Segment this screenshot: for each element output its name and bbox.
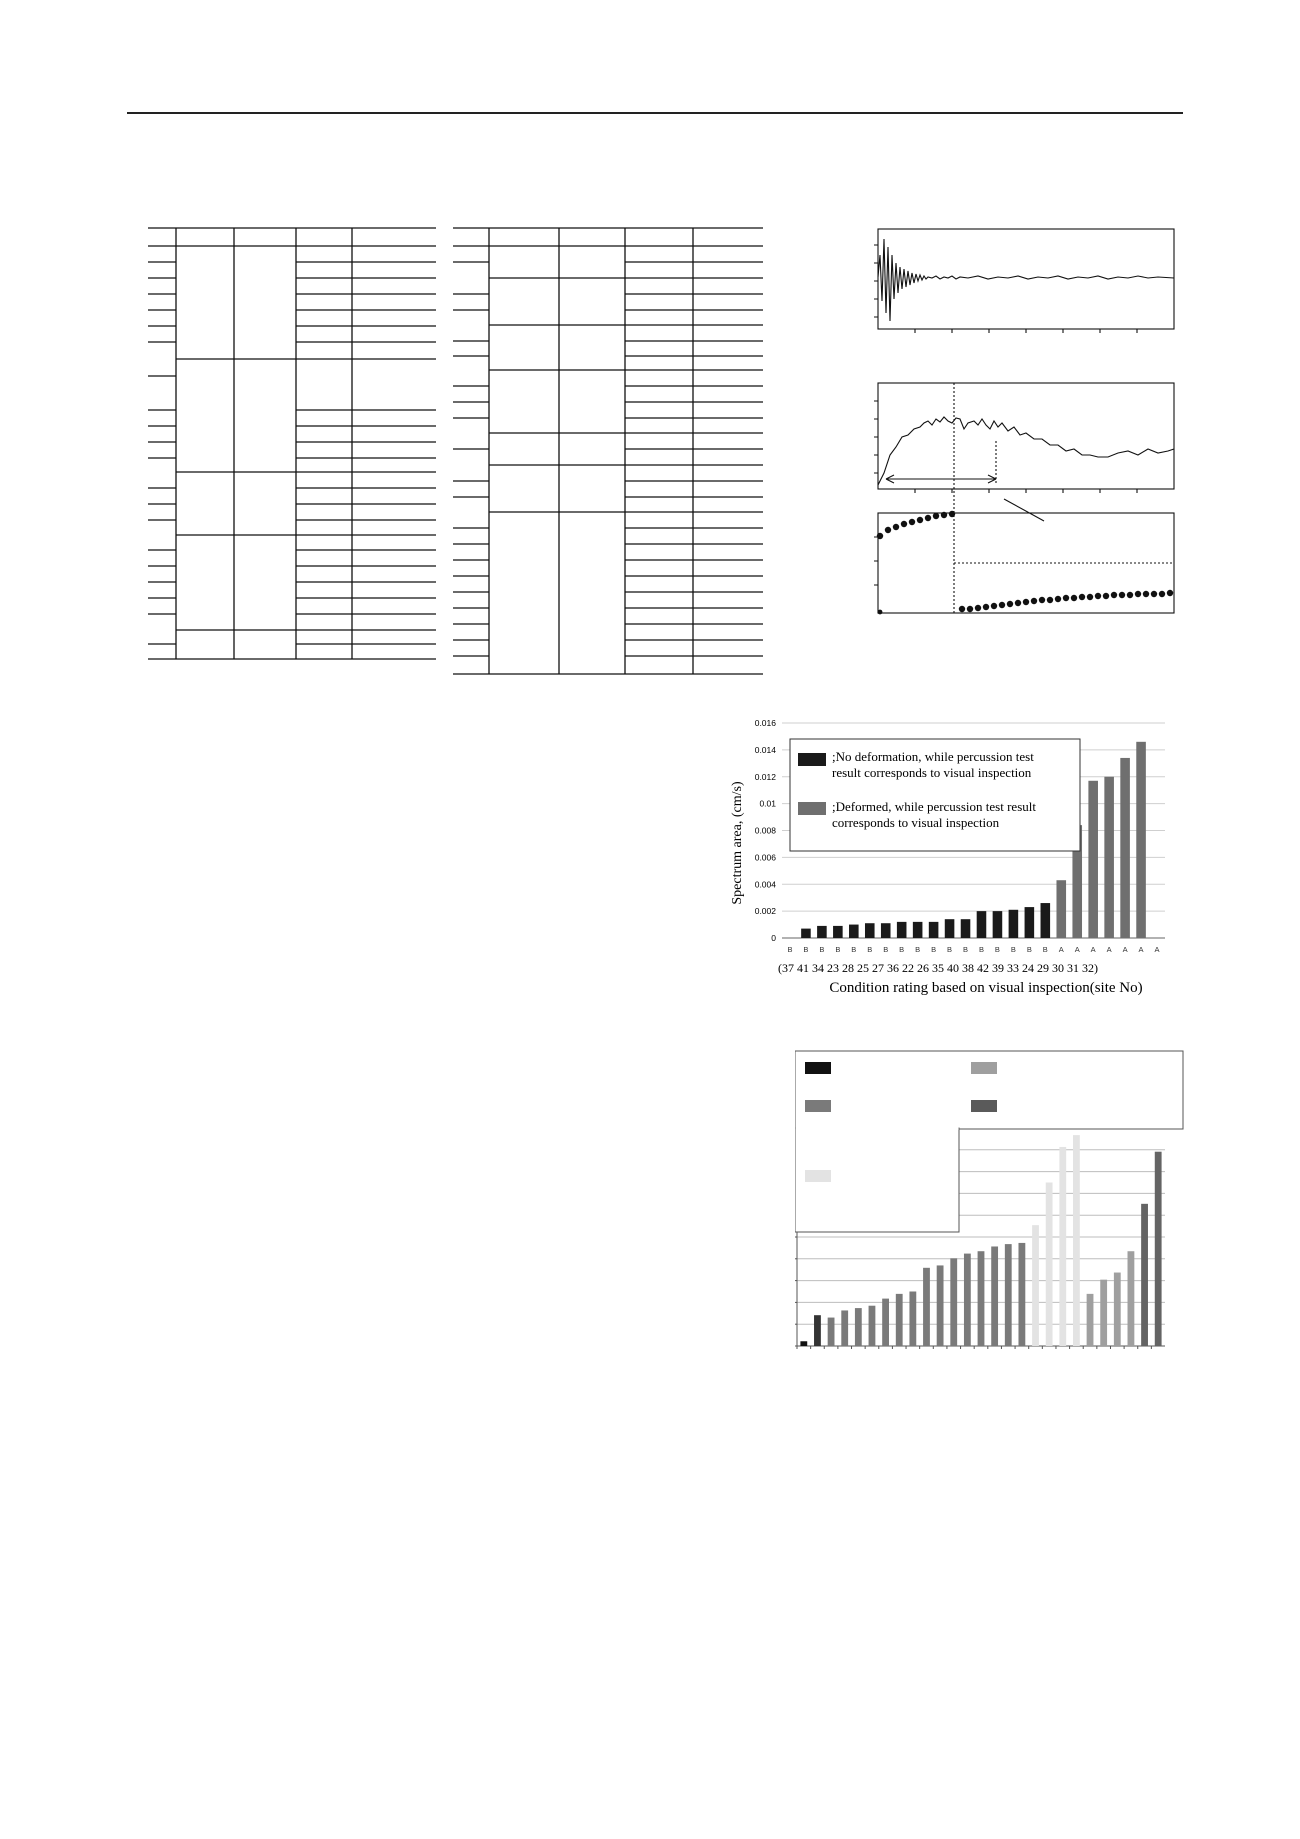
x-tick-label: B [931, 945, 937, 954]
x-tick-label: B [851, 945, 857, 954]
bar [993, 911, 1003, 938]
bar [1120, 758, 1130, 938]
x-tick-label: B [787, 945, 793, 954]
bar [909, 1292, 916, 1347]
x-tick-label: A [1122, 945, 1128, 954]
header-rule [127, 112, 1183, 114]
x-site-labels: (37 41 34 23 28 25 27 36 22 26 35 40 38 42 39 33 24 29 30 31 32) [778, 961, 1098, 975]
bar [950, 1258, 957, 1346]
bar [964, 1254, 971, 1346]
bar [800, 1341, 807, 1346]
y-tick-label: 0 [771, 933, 776, 943]
bar [1114, 1273, 1121, 1346]
y-tick-label: 0.008 [754, 825, 776, 836]
bar [814, 1315, 821, 1346]
legend-swatch-3 [805, 1170, 831, 1182]
bar [1155, 1152, 1162, 1346]
x-tick-label: B [1042, 945, 1048, 954]
spectrum-trace [878, 417, 1174, 485]
bar [1104, 777, 1114, 938]
bar [1056, 880, 1066, 938]
bar [945, 919, 955, 938]
bar [801, 929, 811, 938]
bar [1128, 1251, 1135, 1346]
x-tick-label: A [1138, 945, 1144, 954]
bar [1005, 1244, 1012, 1346]
bar [833, 926, 843, 938]
y-tick-label: 0.004 [754, 879, 776, 890]
x-tick-label: B [883, 945, 889, 954]
x-tick-label: A [1090, 945, 1096, 954]
bar [1046, 1183, 1053, 1347]
x-tick-label: A [1154, 945, 1160, 954]
x-tick-label: B [867, 945, 873, 954]
bar [1100, 1280, 1107, 1346]
bar [1025, 907, 1035, 938]
x-tick-label: B [1010, 945, 1016, 954]
bar [849, 925, 859, 938]
x-axis-label: Condition rating based on visual inspection(site No) [829, 980, 1143, 996]
bar [896, 1294, 903, 1346]
bar [1041, 903, 1051, 938]
y-tick-label: 0.006 [754, 852, 776, 863]
bar [1088, 781, 1098, 938]
x-tick-label: A [1074, 945, 1080, 954]
bar [817, 926, 827, 938]
legend-swatch-5 [971, 1100, 997, 1112]
bar [869, 1306, 876, 1346]
legend-label-no-deformation: ;No deformation, while percussion test result corresponds to visual inspection [832, 749, 1034, 780]
bar [923, 1268, 930, 1346]
bar [882, 1299, 889, 1346]
bar [1136, 742, 1146, 938]
bar [913, 922, 923, 938]
legend-swatch-4 [971, 1062, 997, 1074]
x-tick-label: B [803, 945, 809, 954]
x-tick-label: B [915, 945, 921, 954]
x-tick-label: A [1058, 945, 1064, 954]
spectrum-area-chart [720, 715, 1170, 1005]
bar [961, 919, 971, 938]
bar [929, 922, 939, 938]
x-tick-label: B [947, 945, 953, 954]
bar [1059, 1147, 1066, 1346]
rating-bar-chart [795, 1050, 1185, 1358]
x-tick-label: B [963, 945, 969, 954]
x-tick-label: B [994, 945, 1000, 954]
bar [865, 923, 875, 938]
legend-swatch-deformed [798, 802, 826, 815]
x-tick-label: B [819, 945, 825, 954]
x-tick-label: B [978, 945, 984, 954]
legend-swatch-2 [805, 1100, 831, 1112]
y-tick-label: 0.014 [754, 744, 776, 755]
x-tick-label: B [835, 945, 841, 954]
waveform-figure [868, 225, 1180, 615]
spectrum-panel [878, 383, 1174, 489]
x-tick-label: B [899, 945, 905, 954]
y-tick-label: 0.01 [759, 798, 776, 809]
bar [977, 911, 987, 938]
x-tick-label: B [1026, 945, 1032, 954]
bar [1018, 1243, 1025, 1346]
bar [881, 923, 891, 938]
bar [828, 1318, 835, 1346]
waveform-trace [878, 239, 1174, 321]
bar [937, 1265, 944, 1346]
y-tick-label: 0.012 [754, 771, 776, 782]
y-tick-label: 0.016 [754, 718, 776, 728]
y-axis-label: Spectrum area, (cm/s) [730, 781, 745, 905]
legend-swatch-no-deformation [798, 753, 826, 766]
bar [1009, 910, 1019, 938]
bar [1087, 1294, 1094, 1346]
bar [841, 1310, 848, 1346]
bar [897, 922, 907, 938]
bar [991, 1246, 998, 1346]
bar [1032, 1225, 1039, 1346]
bar [1141, 1204, 1148, 1346]
bar [855, 1308, 862, 1346]
bar [978, 1251, 985, 1346]
legend-swatch-1 [805, 1062, 831, 1074]
y-tick-label: 0.002 [754, 906, 776, 917]
legend-label-deformed: ;Deformed, while percussion test result corresponds to visual inspection [832, 799, 1036, 830]
table-1 [148, 226, 436, 664]
table-2 [453, 226, 763, 678]
x-tick-label: A [1106, 945, 1112, 954]
bar [1073, 1135, 1080, 1346]
